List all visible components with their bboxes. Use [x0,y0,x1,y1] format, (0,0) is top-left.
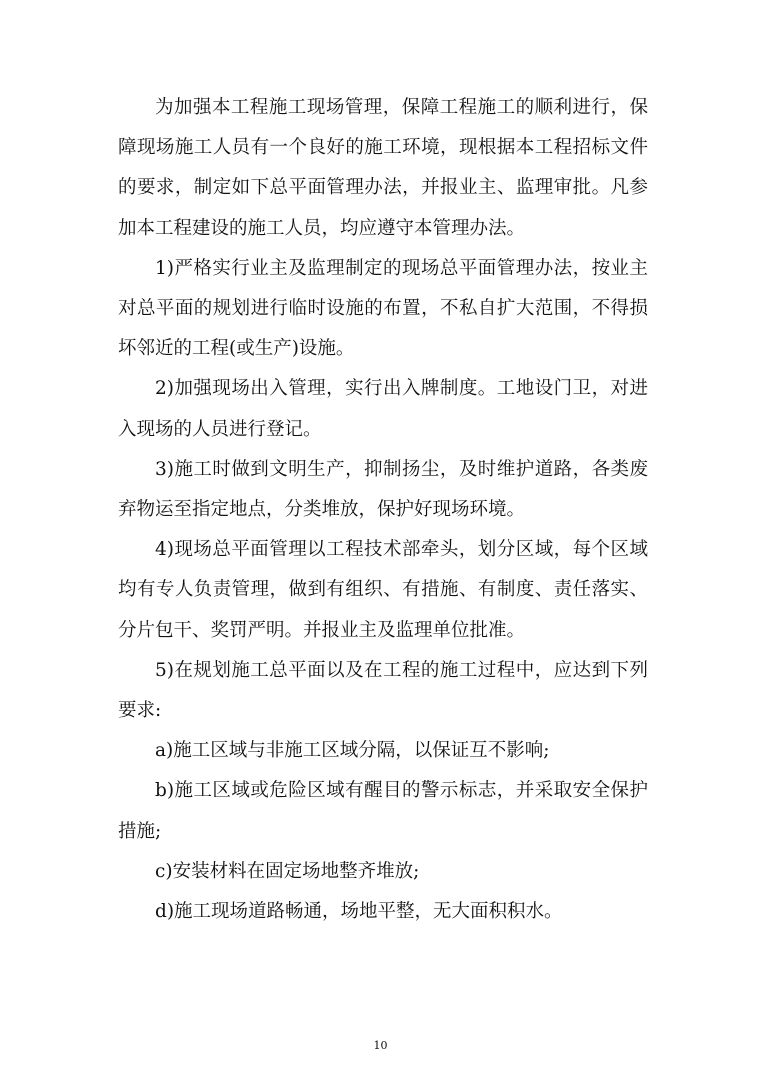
item-5-paragraph: 5)在规划施工总平面以及在工程的施工过程中，应达到下列要求: [118,659,648,722]
requirement-d-paragraph: d)施工现场道路畅通，场地平整，无大面积积水。 [155,901,563,923]
item-2-paragraph: 2)加强现场出入管理，实行出入牌制度。工地设门卫，对进入现场的人员进行登记。 [118,378,648,440]
item-3-paragraph: 3)施工时做到文明生产，抑制扬尘，及时维护道路，各类废弃物运至指定地点，分类堆放，保护好现场环境。 [118,458,648,521]
document-body [118,88,648,932]
intro-paragraph: 为加强本工程施工现场管理，保障工程施工的顺利进行，保障现场施工人员有一个良好的施工环境，现根据本工程招标文件的要求，制定如下总平面管理办法，并报业主、监理审批。凡参加本工程建设的施工人员，均应遵守本管理办法。 [118,97,648,239]
item-4-paragraph: 4)现场总平面管理以工程技术部牵头，划分区域，每个区域均有专人负责管理，做到有组织、有措施、有制度、责任落实、分片包干、奖罚严明。并报业主及监理单位批准。 [118,539,648,641]
requirement-a-paragraph: a)施工区域与非施工区域分隔，以保证互不影响; [155,740,550,762]
page-number: 10 [373,1039,388,1052]
requirement-c-paragraph: c)安装材料在固定场地整齐堆放; [155,860,420,882]
item-1-paragraph: 1)严格实行业主及监理制定的现场总平面管理办法，按业主对总平面的规划进行临时设施的布置，不私自扩大范围，不得损坏邻近的工程(或生产)设施。 [118,257,648,360]
requirement-b-paragraph: b)施工区域或危险区域有醒目的警示标志，并采取安全保护措施; [118,780,648,842]
